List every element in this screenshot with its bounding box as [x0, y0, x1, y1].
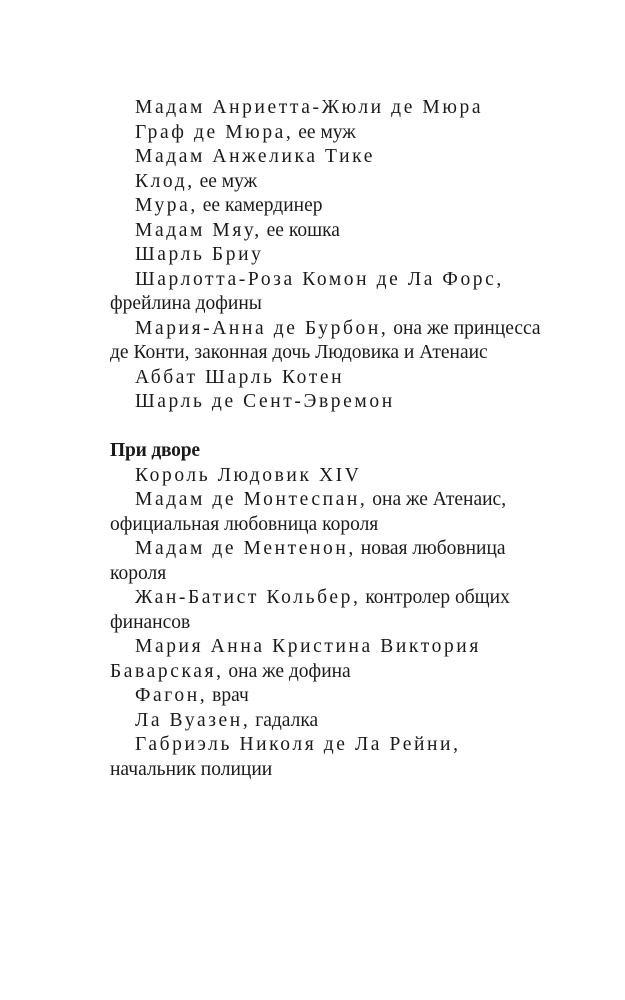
character-name: Шарль Бриу: [135, 244, 264, 265]
list-item: [110, 464, 546, 489]
character-name: Габриэль Николя де Ла Рейни,: [135, 734, 461, 755]
character-name: Мадам де Монтеспан,: [135, 489, 368, 510]
list-item: [110, 219, 546, 244]
list-item: [110, 268, 546, 317]
character-description: она же дофина: [223, 660, 351, 682]
character-description: ее камердинер: [197, 195, 323, 216]
character-description: гадалка: [250, 709, 319, 731]
character-list: [110, 96, 546, 782]
list-item: [110, 366, 546, 391]
list-item: [110, 170, 546, 195]
list-item: [110, 390, 546, 415]
character-name: Граф де Мюра,: [135, 121, 294, 143]
section-gap: [110, 415, 546, 440]
character-name: Ла Вуазен,: [135, 709, 251, 731]
character-name: Мура,: [135, 195, 198, 216]
character-name: Фагон,: [135, 685, 208, 706]
character-name: Мадам де Ментенон,: [135, 538, 356, 559]
list-item: [110, 488, 546, 537]
character-description: новая любовница короля: [110, 538, 506, 584]
character-name: Шарлотта-Роза Комон де Ла Форс,: [135, 268, 504, 290]
section-heading: При дворе: [110, 440, 200, 461]
character-name: Клод,: [135, 170, 195, 192]
list-item: [110, 121, 546, 146]
character-description: ее муж: [293, 121, 356, 143]
list-item: [110, 537, 546, 586]
character-description: она же принцесса де Конти, законная дочь Людовика и Атенаис: [110, 317, 541, 363]
list-item: [110, 733, 546, 782]
character-name: Мария Анна Кристина Виктория Баварская,: [110, 636, 481, 682]
character-description: врач: [207, 685, 249, 706]
character-name: Мадам Анриетта-Жюли де Мюра: [135, 97, 484, 118]
character-description: контролер общих финансов: [110, 587, 510, 633]
list-item: [110, 709, 546, 734]
character-name: Шарль де Сент-Эвремон: [135, 391, 395, 412]
character-name: Король Людовик XIV: [135, 464, 362, 486]
list-item: [110, 684, 546, 709]
character-name: Мадам Анжелика Тике: [135, 146, 375, 167]
character-description: ее муж: [194, 170, 258, 192]
character-name: Мария-Анна де Бурбон,: [135, 317, 389, 339]
character-description: начальник полиции: [110, 758, 273, 780]
list-item: [110, 243, 546, 268]
list-item: [110, 317, 546, 366]
list-item: [110, 145, 546, 170]
list-item: [110, 96, 546, 121]
list-item: [110, 586, 546, 635]
character-name: Жан-Батист Кольбер,: [135, 587, 361, 608]
list-item: [110, 635, 546, 684]
character-description: фрейлина дофины: [110, 293, 262, 314]
character-description: ее кошка: [261, 219, 340, 241]
character-name: Аббат Шарль Котен: [135, 366, 345, 388]
character-name: Мадам Мяу,: [135, 219, 262, 241]
character-description: она же Атенаис, официальная любовница короля: [110, 489, 507, 535]
list-item: [110, 194, 546, 219]
